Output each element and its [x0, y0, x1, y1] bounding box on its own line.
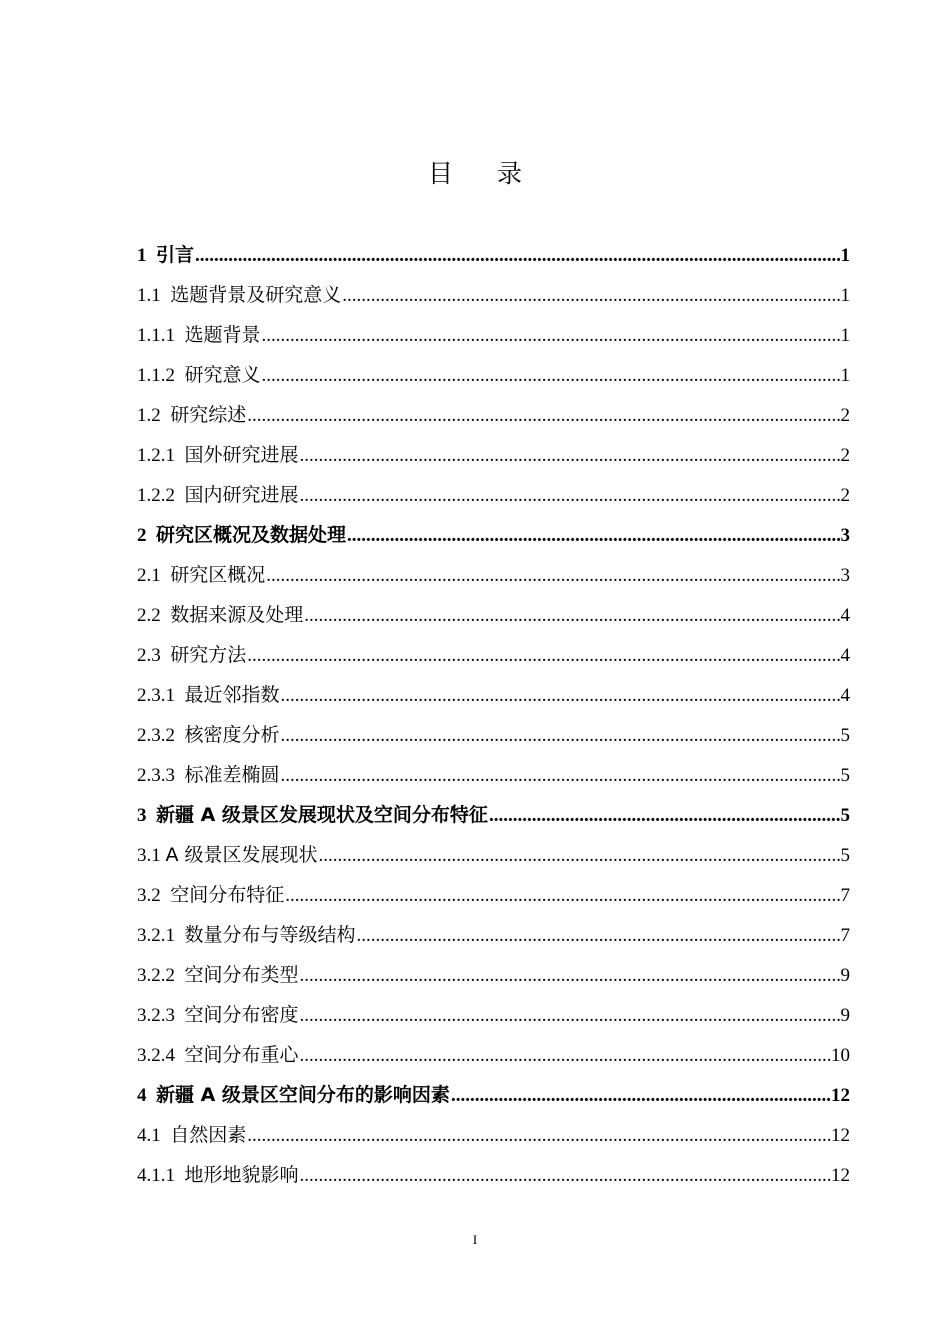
toc-entry-title: 研究区概况 — [170, 564, 266, 586]
toc-entry-number: 1.2.2 — [137, 485, 185, 506]
toc-entry-page: 7 — [840, 925, 850, 946]
toc-entry-page: 12 — [831, 1085, 850, 1106]
toc-dot-leader — [304, 596, 839, 636]
toc-entry-page: 1 — [840, 285, 850, 306]
toc-entry[interactable] — [137, 315, 850, 355]
toc-dot-leader — [195, 236, 839, 276]
toc-dot-leader — [281, 716, 840, 756]
toc-dot-leader — [342, 276, 839, 316]
toc-entry[interactable] — [137, 475, 850, 515]
toc-entry-number: 3.2.1 — [137, 925, 185, 946]
toc-entry[interactable] — [137, 275, 850, 315]
toc-entry[interactable] — [137, 1115, 850, 1155]
toc-entry-number: 4.1 — [137, 1125, 171, 1146]
toc-dot-leader — [247, 636, 839, 676]
toc-entry-page: 2 — [840, 405, 850, 426]
toc-entry-title: 选题背景 — [184, 324, 261, 346]
toc-entry-title: 地形地貌影响 — [184, 1164, 299, 1186]
toc-entry-page: 5 — [840, 725, 850, 746]
toc-entry-page: 3 — [840, 525, 850, 546]
toc-entry-number: 1.2.1 — [137, 445, 185, 466]
toc-entry[interactable] — [137, 435, 850, 475]
toc-entry-title: 最近邻指数 — [184, 684, 280, 706]
toc-entry-number: 1.1.1 — [137, 325, 185, 346]
toc-entry-number: 1 — [137, 245, 156, 266]
toc-entry-number: 4 — [137, 1085, 156, 1106]
toc-entry[interactable] — [137, 235, 850, 275]
toc-entry-number: 3.2.3 — [137, 1005, 185, 1026]
toc-entry-number: 4.1.1 — [137, 1165, 185, 1186]
toc-entry-page: 5 — [840, 805, 850, 826]
toc-entry-title: 数量分布与等级结构 — [184, 924, 356, 946]
toc-dot-leader — [300, 1036, 830, 1076]
toc-entry-title: 新疆 A 级景区空间分布的影响因素 — [156, 1084, 450, 1106]
toc-entry[interactable] — [137, 995, 850, 1035]
toc-entry-title: A 级景区发展现状 — [165, 844, 318, 866]
toc-entry-page: 2 — [840, 445, 850, 466]
toc-entry-title: 国内研究进展 — [184, 484, 299, 506]
toc-entry-page: 10 — [831, 1045, 850, 1066]
page-number: I — [472, 1232, 478, 1247]
toc-dot-leader — [266, 556, 839, 596]
toc-entry[interactable] — [137, 595, 850, 635]
toc-entry[interactable] — [137, 915, 850, 955]
toc-entry-page: 9 — [840, 965, 850, 986]
toc-entry-page: 7 — [840, 885, 850, 906]
toc-entry-number: 3.2.4 — [137, 1045, 185, 1066]
toc-entry[interactable] — [137, 875, 850, 915]
toc-entry-number: 3.1 — [137, 845, 166, 866]
toc-entry-title: 空间分布特征 — [170, 884, 285, 906]
toc-dot-leader — [319, 836, 840, 876]
toc-entry-number: 2.2 — [137, 605, 171, 626]
toc-entry-page: 1 — [840, 365, 850, 386]
toc-entry[interactable] — [137, 675, 850, 715]
toc-entry-number: 2.3.2 — [137, 725, 185, 746]
toc-entry-number: 3 — [137, 805, 156, 826]
toc-entry-page: 12 — [831, 1165, 850, 1186]
toc-entry-number: 2.3 — [137, 645, 171, 666]
toc-entry-title: 研究意义 — [184, 364, 261, 386]
toc-dot-leader — [285, 876, 839, 916]
toc-dot-leader — [300, 476, 840, 516]
toc-entry-title: 空间分布重心 — [184, 1044, 299, 1066]
toc-dot-leader — [451, 1076, 830, 1116]
toc-entry[interactable] — [137, 795, 850, 835]
toc-entry-number: 2.3.3 — [137, 765, 185, 786]
toc-dot-leader — [347, 516, 839, 556]
toc-entry-number: 2.3.1 — [137, 685, 185, 706]
toc-dot-leader — [300, 956, 840, 996]
toc-entry-title: 选题背景及研究意义 — [170, 284, 342, 306]
toc-entry-title: 研究综述 — [170, 404, 247, 426]
toc-dot-leader — [300, 436, 840, 476]
toc-entry-number: 1.1 — [137, 285, 171, 306]
toc-entry-title: 标准差椭圆 — [184, 764, 280, 786]
toc-entry[interactable] — [137, 355, 850, 395]
toc-dot-leader — [247, 396, 839, 436]
toc-entry[interactable] — [137, 635, 850, 675]
toc-entry-page: 1 — [840, 325, 850, 346]
toc-entry-title: 自然因素 — [170, 1124, 247, 1146]
toc-entry-page: 4 — [840, 645, 850, 666]
toc-entry[interactable] — [137, 395, 850, 435]
toc-entry-number: 3.2.2 — [137, 965, 185, 986]
toc-entry-title: 数据来源及处理 — [170, 604, 304, 626]
toc-dot-leader — [281, 676, 840, 716]
toc-dot-leader — [300, 996, 840, 1036]
toc-entry-title: 研究区概况及数据处理 — [156, 524, 347, 546]
toc-dot-leader — [357, 916, 840, 956]
page-title: 目录 — [427, 159, 566, 188]
toc-entry[interactable] — [137, 1075, 850, 1115]
toc-entry-title: 国外研究进展 — [184, 444, 299, 466]
toc-entry-title: 研究方法 — [170, 644, 247, 666]
toc-dot-leader — [300, 1156, 830, 1196]
toc-entry-number: 2 — [137, 525, 156, 546]
toc-entry-title: 空间分布类型 — [184, 964, 299, 986]
toc-entry[interactable] — [137, 835, 850, 875]
toc-entry-title: 引言 — [156, 244, 195, 266]
toc-entry-page: 9 — [840, 1005, 850, 1026]
toc-entry-page: 4 — [840, 605, 850, 626]
toc-entry[interactable] — [137, 755, 850, 795]
toc-entry-page: 4 — [840, 685, 850, 706]
toc-dot-leader — [262, 356, 840, 396]
table-of-contents — [137, 235, 850, 1195]
toc-entry-number: 2.1 — [137, 565, 171, 586]
toc-entry[interactable] — [137, 955, 850, 995]
toc-entry[interactable] — [137, 1155, 850, 1195]
toc-entry-title: 核密度分析 — [184, 724, 280, 746]
toc-dot-leader — [489, 796, 840, 836]
toc-entry-title: 空间分布密度 — [184, 1004, 299, 1026]
toc-entry-page: 2 — [840, 485, 850, 506]
toc-dot-leader — [262, 316, 840, 356]
toc-entry[interactable] — [137, 555, 850, 595]
toc-entry[interactable] — [137, 715, 850, 755]
toc-entry-number: 1.2 — [137, 405, 171, 426]
toc-entry[interactable] — [137, 1035, 850, 1075]
toc-entry-page: 5 — [840, 845, 850, 866]
toc-dot-leader — [281, 756, 840, 796]
toc-entry-page: 1 — [840, 245, 850, 266]
toc-entry-page: 5 — [840, 765, 850, 786]
toc-entry-number: 3.2 — [137, 885, 171, 906]
toc-entry-title: 新疆 A 级景区发展现状及空间分布特征 — [156, 804, 488, 826]
toc-entry-number: 1.1.2 — [137, 365, 185, 386]
toc-dot-leader — [247, 1116, 830, 1156]
toc-entry-page: 12 — [831, 1125, 850, 1146]
toc-entry[interactable] — [137, 515, 850, 555]
toc-entry-page: 3 — [840, 565, 850, 586]
